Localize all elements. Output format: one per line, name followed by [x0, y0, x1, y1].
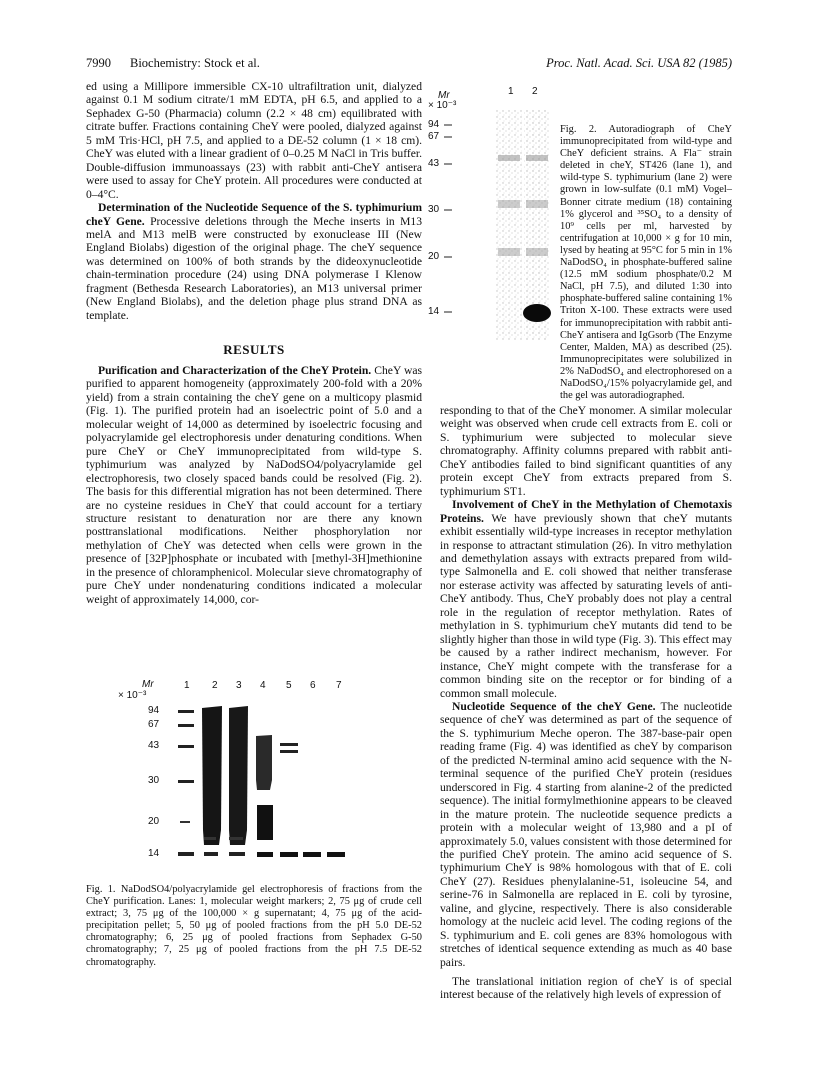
results-heading: RESULTS: [223, 342, 285, 357]
nucleotide-paragraph: [440, 700, 732, 969]
fig1-lane-number: 3: [236, 680, 242, 691]
running-header: Biochemistry: Stock et al.: [130, 56, 260, 70]
fig1-lane-number: 2: [212, 680, 218, 691]
purification-body: CheY was purified to apparent homogeneity (approximately 200-fold with a 20% yield) from a strain containing the cheY gene on a multicopy plasmid (Fig. 1). The purified protein had an isoelectric point of 5.0 and a molecular weight of 14,000 as determined by isoelectric focusing and polyacrylamide gel electrophoresis under denaturing conditions. When pure CheY or CheY immunoprecipitated from wild-type S. typhimurium was analyzed by NaDodSO4/polyacrylamide gel electrophoresis, two closely spaced bands could be resolved (Fig. 2). The basis for this differential migration has not been determined. There are no cysteine residues in CheY that could account for a tertiary structure resistant to denaturation nor are there any known posttranslational modifications. Neither phosphorylation nor methylation of CheY was detected when cells were grown in the presence of [32P]phosphate or incubated with [methyl-3H]methionine in the presence of chloramphenicol. Molecular sieve chromatography of pure CheY under nondenaturing conditions indicated a molecular weight of approximately 14,000, cor-: [86, 364, 422, 606]
translation-paragraph: The translational initiation region of cheY is of special interest because of the relatively high levels of expression of: [440, 975, 732, 1002]
fig1-lane-number: 1: [184, 680, 190, 691]
fig2-marker-label: 67: [428, 131, 440, 142]
fig1-mr-label: Mr: [142, 679, 154, 690]
fig1-lane-number: 4: [260, 680, 266, 691]
methylation-body: We have previously shown that cheY mutants exhibit essentially wild-type increases in receptor methylation in response to attractant stimulation (26). In vitro methylation and demethylation assays with extracts prepared from wild-type Salmonella and E. coli showed that neither transferase nor esterase activity was affected by saturating levels of anti-CheY antibody. Thus, CheY probably does not play a central role in the regulation of receptor methylation. Rates of methylation in S. typhimurium cheY mutants did tend to be slightly higher than those in wild type (Fig. 3). This effect may be caused by a rather indirect mechanism, however. For instance, CheY might compete with the transferase for a common binding site on the receptor or for binding of a common small molecule.: [440, 511, 732, 700]
methods-paragraph: ed using a Millipore immersible CX-10 ultrafiltration unit, dialyzed against 0.1 M sodium citrate/1 mM EDTA, pH 6.5, and applied to a Sephadex G-50 (Pharmacia) column (2.2 × 48 cm) equilibrated with citrate buffer. Fractions containing CheY were pooled, dialyzed against 5 mM Tris·HCl, pH 7.5, and applied to a DE-52 column (1 × 18 cm). CheY was eluted with a linear gradient of 0–0.25 M NaCl in Tris buffer. Double-diffusion immunoassays (23) with rabbit anti-CheY antisera were used to assay for CheY protein. All procedures were conducted at 0–4°C.: [86, 80, 422, 201]
fig2-marker-label: 14: [428, 306, 440, 317]
fig2-lane-number: 2: [532, 86, 538, 97]
fig1-marker-label: 14: [148, 848, 160, 859]
fig2-marker-label: 20: [428, 251, 440, 262]
fig1-caption: Fig. 1. NaDodSO4/polyacrylamide gel electrophoresis of fractions from the CheY purification. Lanes: 1, molecular weight markers; 2, 75 μg of crude cell extract; 3, 75 μg of the 100,000 × g supernatant; 4, 75 μg of the acid-precipitation pellet; 5, 50 μg of pooled fractions from the pH 5.0 DE-52 chromatography; 6, 25 μg of pooled fractions from Sephadex G-50 chromatography; 7, 25 μg of pooled fractions from the pH 7.5 DE-52 chromatography.: [86, 884, 422, 968]
left-column-results: [86, 364, 422, 606]
fig1-lane-number: 5: [286, 680, 292, 691]
nucleotide-body: The nucleotide sequence of cheY was determined as part of the sequence of the S. typhimurium Meche operon. The 387-base-pair open reading frame (Fig. 4) was identified as cheY by comparison of the predicted N-terminal amino acid sequence with the N-terminal sequence of the purified CheY protein (residues underscored in Fig. 4 starting from alanine-2 of the predicted sequence). The initial formylmethionine appears to be cleaved in the mature protein. The nucleotide sequence predicts a protein with a molecular weight of 13,980 and a pI of approximately 5.0, values consistent with those determined for the purified CheY protein. The amino acid sequence of S. typhimurium CheY is 98% homologous with that of E. coli CheY (27). Residues phenylalanine-51, isoleucine 54, and serine-76 in Salmonella are replaced in E. coli by tyrosine, valine, and glycine, respectively. There is also considerable homology at the nucleic acid level. The coding regions of the S. typhimurium and E. coli genes are 83% homologous with stretches of identical sequence extending as much as 40 base pairs.: [440, 699, 732, 969]
fig1-gel-image: [120, 680, 380, 865]
fig2-mr-label: Mr: [438, 90, 450, 101]
fig1-marker-label: 30: [148, 775, 160, 786]
fig1-lane-number: 6: [310, 680, 316, 691]
continuation-paragraph: responding to that of the CheY monomer. A similar molecular weight was observed when crude cell extracts from E. coli or S. typhimurium were subjected to molecular sieve chromatography. Affinity columns prepared with rabbit anti-CheY antibodies failed to bind significant quantities of any protein except CheY from extracts prepared from S. typhimurium ST1.: [440, 404, 732, 498]
fig1-marker-label: 43: [148, 740, 160, 751]
fig1-gel: [120, 680, 380, 860]
left-column-top: [86, 80, 422, 322]
fig2-marker-label: 94: [428, 119, 440, 130]
fig2-marker-label: 30: [428, 204, 440, 215]
fig1-scale-label: × 10⁻³: [118, 690, 147, 701]
methylation-paragraph: [440, 498, 732, 700]
sequence-methods-heading: Determination of the Nucleotide Sequence of the S. typhimurium cheY Gene.: [86, 201, 422, 228]
fig2-caption: Fig. 2. Autoradiograph of CheY immunoprecipitated from wild-type and CheY deficient strains. A Fla⁻ strain deleted in cheY, ST426 (lane 1), and wild-type S. typhimurium (lane 2) were grown in low-sulfate (0.1 mM) Vogel–Bonner citrate medium (18) containing 1% glycerol and ³⁵SO₄ to a density of 10⁹ cells per ml, harvested by centrifugation at 10,000 × g for 10 min, lysed by heating at 95°C for 5 min in 1% NaDodSO₄ in phosphate-buffered saline (12.5 mM sodium phosphate/0.2 M NaCl, pH 7.5), and diluted 1:30 into phosphate-buffered saline containing 1% Triton X-100. These extracts were used for immunoprecipitation with rabbit anti-CheY antisera and IgGsorb (The Enzyme Center, Malden, MA) as described (25). Immunoprecipitates were solubilized in 2% NaDodSO₄ and electrophoresed on a NaDodSO₄/15% polyacrylamide gel, and the gel was autoradiographed.: [560, 124, 732, 402]
fig2-scale-label: × 10⁻³: [428, 100, 457, 111]
fig1-marker-label: 67: [148, 719, 160, 730]
purification-paragraph: [86, 364, 422, 606]
sequence-methods-body: Processive deletions through the Meche inserts in M13 melA and M13 melB were constructed by exonuclease III (New England Biolabs) digestion of the original phage. The cheY sequence was determined on 100% of both strands by the dideoxynucleotide chain-termination procedure (24) using DNA polymerase I Klenow fragment (Bethesda Research Laboratories), an M13 universal primer (New England Biolabs), and the deletion phage plus strand DNA as template.: [86, 214, 422, 322]
fig2-lane-number: 1: [508, 86, 514, 97]
purification-heading: Purification and Characterization of the CheY Protein.: [98, 364, 372, 377]
fig2-marker-label: 43: [428, 158, 440, 169]
sequence-methods-paragraph: [86, 201, 422, 322]
fig2-autoradiograph: [424, 80, 554, 380]
fig2-image: [424, 80, 554, 380]
journal-citation: Proc. Natl. Acad. Sci. USA 82 (1985): [546, 56, 732, 70]
methylation-heading: Involvement of CheY in the Methylation of Chemotaxis Proteins.: [440, 498, 732, 525]
right-column: [440, 404, 732, 1002]
fig1-lane-number: 7: [336, 680, 342, 691]
page-number: 7990: [86, 56, 111, 70]
fig1-marker-label: 20: [148, 816, 160, 827]
nucleotide-heading: Nucleotide Sequence of the cheY Gene.: [452, 699, 656, 713]
fig1-marker-label: 94: [148, 705, 160, 716]
